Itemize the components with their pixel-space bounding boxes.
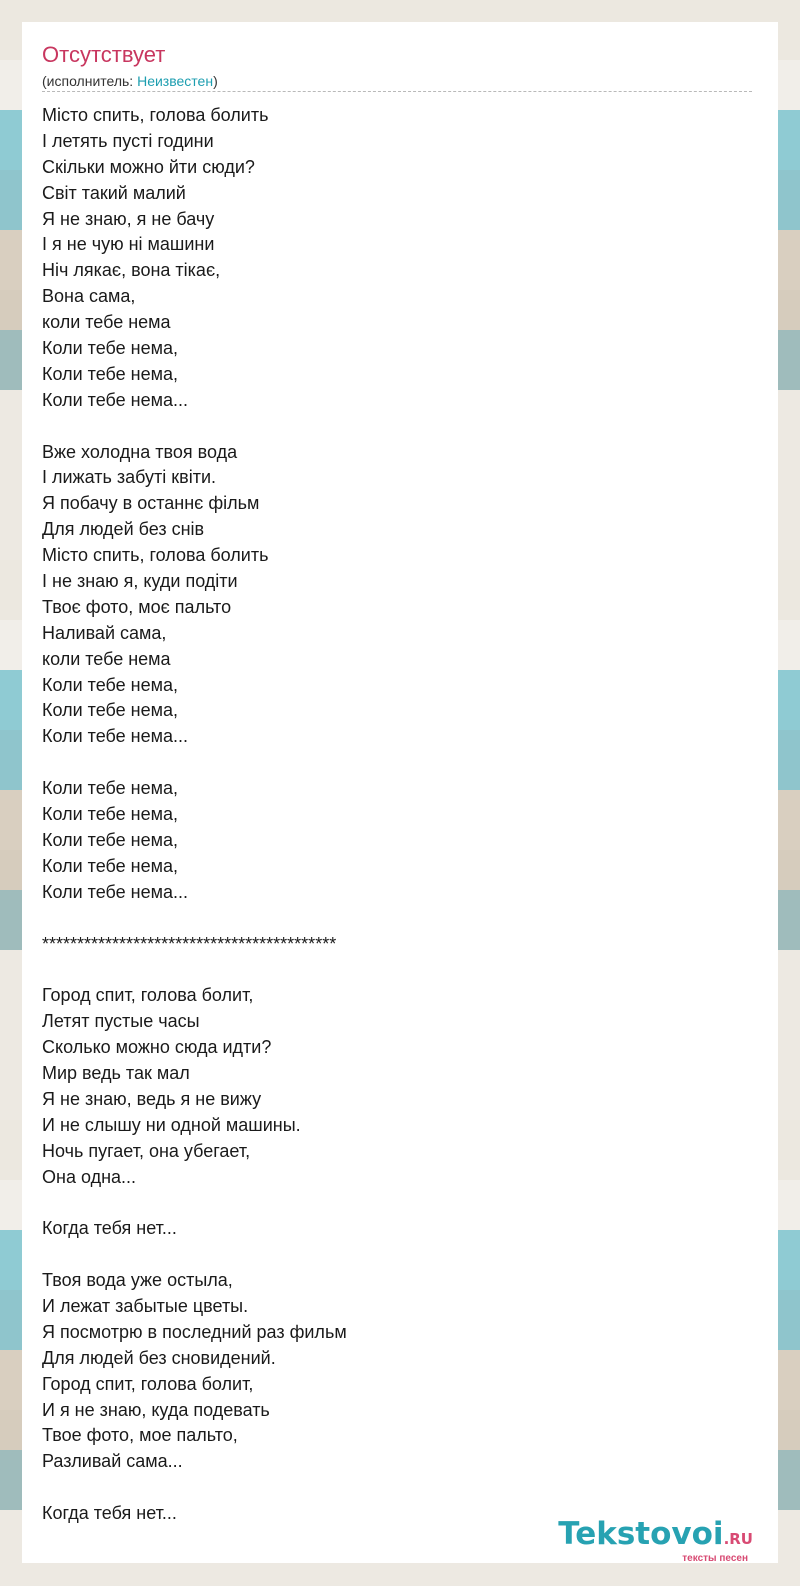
lyrics-line: коли тебе нема — [42, 312, 171, 333]
lyrics-line: Наливай сама, — [42, 622, 167, 643]
lyrics-line: И лежат забытые цветы. — [42, 1295, 249, 1316]
lyrics-line: Я побачу в останнє фільм — [42, 493, 260, 514]
header-divider — [42, 91, 752, 92]
lyrics-line: Для людей без снів — [42, 519, 205, 540]
lyrics-line: Я не знаю, я не бачу — [42, 208, 215, 229]
lyrics-text — [42, 103, 752, 1527]
lyrics-line: Город спит, голова болит, — [42, 1373, 254, 1394]
lyrics-line: Город спит, голова болит, — [42, 985, 254, 1006]
lyrics-line: Летят пустые часы — [42, 1011, 200, 1032]
lyrics-line: Коли тебе нема, — [42, 700, 178, 721]
lyrics-line: И не слышу ни одной машины. — [42, 1114, 301, 1135]
lyrics-line: Коли тебе нема... — [42, 389, 188, 410]
lyrics-line: Коли тебе нема, — [42, 804, 178, 825]
lyrics-line: Мир ведь так мал — [42, 1062, 190, 1083]
artist-line — [42, 72, 218, 90]
logo-tagline: тексты песен — [682, 1553, 748, 1563]
lyrics-line: Когда тебя нет... — [42, 1503, 177, 1524]
lyrics-line: Твоя вода уже остыла, — [42, 1270, 233, 1291]
lyrics-line: Місто спить, голова болить — [42, 105, 269, 125]
lyrics-line: Коли тебе нема, — [42, 829, 178, 850]
lyrics-blank-line — [42, 1242, 752, 1268]
lyrics-line: Коли тебе нема, — [42, 778, 178, 799]
lyrics-blank-line — [42, 1475, 752, 1501]
artist-suffix: ) — [213, 73, 218, 89]
lyrics-line: І не знаю я, куди подіти — [42, 571, 238, 592]
lyrics-line: Ночь пугает, она убегает, — [42, 1140, 251, 1161]
lyrics-line: Місто спить, голова болить — [42, 545, 269, 566]
lyrics-line: Вона сама, — [42, 286, 136, 307]
lyrics-line: Разливай сама... — [42, 1451, 183, 1472]
lyrics-line: ****************************************** — [42, 933, 337, 954]
lyrics-line: Она одна... — [42, 1166, 137, 1187]
lyrics-line: Коли тебе нема, — [42, 855, 178, 876]
lyrics-line: Я посмотрю в последний раз фильм — [42, 1321, 347, 1342]
lyrics-line: Твоє фото, моє пальто — [42, 596, 232, 617]
artist-link[interactable]: Неизвестен — [137, 73, 214, 89]
lyrics-line: Для людей без сновидений. — [42, 1347, 276, 1368]
lyrics-line: И я не знаю, куда подевать — [42, 1399, 270, 1420]
lyrics-blank-line — [42, 414, 752, 440]
lyrics-line: Коли тебе нема... — [42, 881, 188, 902]
lyrics-blank-line — [42, 957, 752, 983]
lyrics-line: Скільки можно йти сюди? — [42, 156, 255, 177]
lyrics-line: Коли тебе нема... — [42, 726, 188, 747]
lyrics-line: Когда тебя нет... — [42, 1218, 177, 1239]
lyrics-line: коли тебе нема — [42, 648, 171, 669]
logo-tld: .RU — [723, 1530, 753, 1548]
lyrics-line: Ніч лякає, вона тікає, — [42, 260, 221, 281]
lyrics-card — [22, 22, 778, 1563]
lyrics-line: І лижать забуті квіти. — [42, 467, 216, 488]
lyrics-line: Коли тебе нема, — [42, 674, 178, 695]
lyrics-line: Світ такий малий — [42, 182, 186, 203]
logo-name: Tekstovoi — [558, 1516, 724, 1552]
lyrics-line: І я не чую ні машини — [42, 234, 215, 255]
lyrics-line: Сколько можно сюда идти? — [42, 1037, 272, 1058]
lyrics-blank-line — [42, 906, 752, 932]
lyrics-line: Вже холодна твоя вода — [42, 441, 238, 462]
lyrics-line: Я не знаю, ведь я не вижу — [42, 1088, 262, 1109]
lyrics-line: Твое фото, мое пальто, — [42, 1425, 238, 1446]
lyrics-blank-line — [42, 1190, 752, 1216]
artist-prefix: (исполнитель: — [42, 73, 138, 89]
site-logo[interactable] — [558, 1517, 753, 1551]
lyrics-line: І летять пусті години — [42, 130, 214, 151]
lyrics-line: Коли тебе нема, — [42, 338, 178, 359]
lyrics-blank-line — [42, 750, 752, 776]
lyrics-line: Коли тебе нема, — [42, 363, 178, 384]
song-title: Отсутствует — [42, 42, 166, 67]
